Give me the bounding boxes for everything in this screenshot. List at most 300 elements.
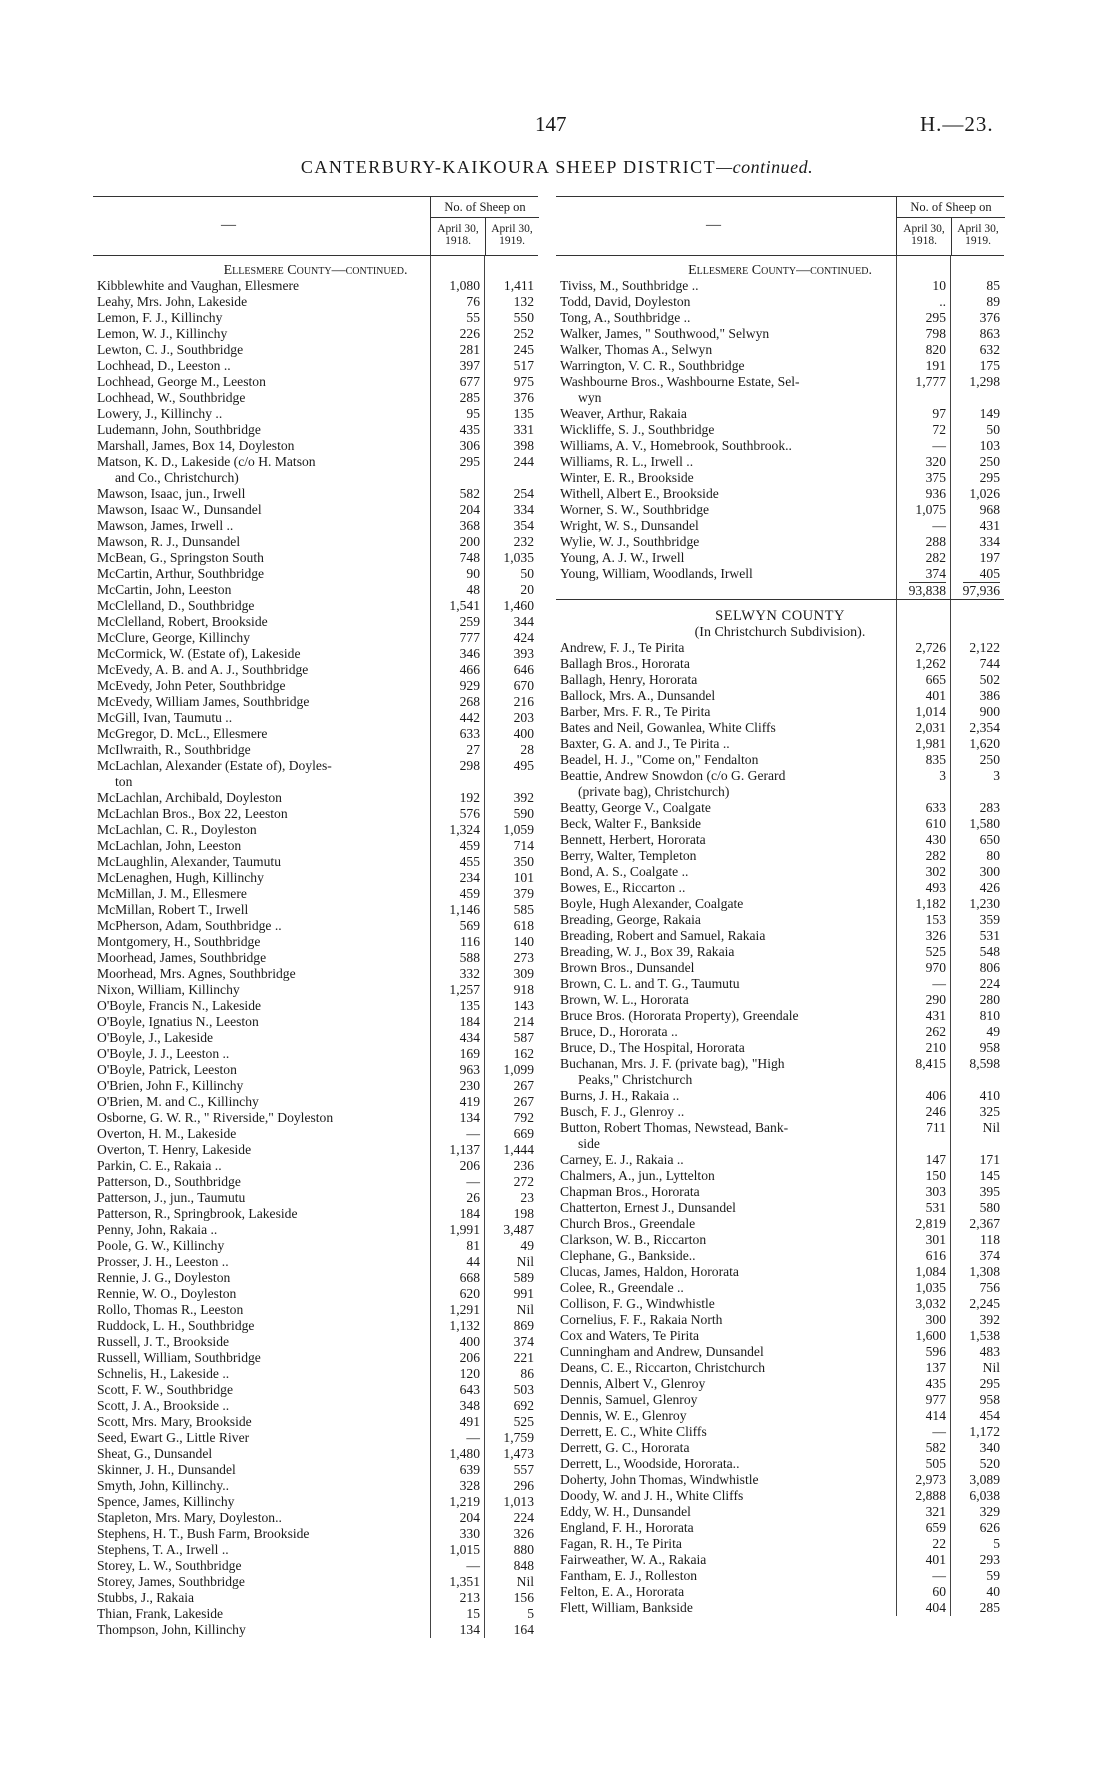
sheep-1918: 282 [925,848,946,863]
sheep-1918: 576 [459,806,480,821]
sheep-1918: 321 [925,1504,946,1519]
table-row [93,1606,538,1622]
table-row [93,1046,538,1062]
sheep-1919: 1,059 [503,822,534,837]
owner-name: England, F. H., Hororata [560,1520,694,1535]
sheep-1918: 455 [459,854,480,869]
sheep-1919: 426 [979,880,1000,895]
owner-name: Doody, W. and J. H., White Cliffs [560,1488,744,1503]
sheep-1919: 203 [513,710,534,725]
table-row [556,1568,1004,1584]
table-row [93,1510,538,1526]
owner-name: Bruce, D., The Hospital, Hororata [560,1040,745,1055]
sheep-1919: 918 [513,982,534,997]
owner-name: Ruddock, L. H., Southbridge [97,1318,255,1333]
sheep-1918: 633 [925,800,946,815]
sheep-1918: 929 [459,678,480,693]
table-row [93,1558,538,1574]
table-row [556,800,1004,816]
owner-name: Deans, C. E., Riccarton, Christchurch [560,1360,765,1375]
sheep-1918: 60 [932,1584,946,1599]
sheep-1919: 806 [979,960,1000,975]
sheep-1919: 145 [979,1168,1000,1183]
section-heading: Ellesmere County—continued. [223,263,408,278]
table-row [93,502,538,518]
owner-name: Patterson, D., Southbridge [97,1174,241,1189]
sheep-1918: 206 [459,1350,480,1365]
owner-name: Breading, W. J., Box 39, Rakaia [560,944,735,959]
sheep-1918: 301 [925,1232,946,1247]
sheep-1919: 626 [979,1520,1000,1535]
table-row [556,502,1004,518]
table-row [556,848,1004,864]
sheep-1918: 610 [925,816,946,831]
table-row [93,1174,538,1190]
owner-name: Matson, K. D., Lakeside (c/o H. Matson [97,454,316,469]
table-row [556,1456,1004,1472]
table-row [556,816,1004,832]
table-row [556,1600,1004,1616]
sheep-1919: 85 [986,278,1000,293]
owner-name: McLaughlin, Alexander, Taumutu [97,854,281,869]
owner-name: Breading, Robert and Samuel, Rakaia [560,928,766,943]
sheep-1919: 550 [513,310,534,325]
sheep-1918: 191 [925,358,946,373]
table-row [556,1184,1004,1200]
table-row [93,550,538,566]
table-row [93,518,538,534]
owner-name: Breading, George, Rakaia [560,912,701,927]
sheep-1918: 748 [459,550,480,565]
group-title: No. of Sheep on [897,200,1005,218]
table-row [93,982,538,998]
sheep-1918: 1,137 [449,1142,480,1157]
sheep-1919: 2,367 [969,1216,1000,1231]
sheep-1918: 282 [925,550,946,565]
sheep-1919: 325 [979,1104,1000,1119]
sheep-1919: 2,245 [969,1296,1000,1311]
owner-name: McBean, G., Springston South [97,550,264,565]
sheep-1919: 525 [513,1414,534,1429]
owner-name: Scott, J. A., Brookside .. [97,1398,230,1413]
owner-name: O'Brien, M. and C., Killinchy [97,1094,259,1109]
sheep-1919: Nil [982,1360,1000,1375]
owner-name: Lochhead, George M., Leeston [97,374,266,389]
title-main: CANTERBURY-KAIKOURA SHEEP DISTRICT [300,157,717,177]
sheep-1918: 442 [459,710,480,725]
owner-name: McLachlan Bros., Box 22, Leeston [97,806,288,821]
owner-name: Winter, E. R., Brookside [560,470,694,485]
owner-name: Clarkson, W. B., Riccarton [560,1232,707,1247]
total-1919: 97,936 [962,583,1000,598]
table-row [93,678,538,694]
sheep-1919: 431 [979,518,1000,533]
table-row [556,944,1004,960]
owner-name: McPherson, Adam, Southbridge .. [97,918,282,933]
sheep-1919: 132 [513,294,534,309]
sheep-1918: 150 [925,1168,946,1183]
sheep-1918: 302 [925,864,946,879]
owner-name: Derrett, L., Woodside, Hororata.. [560,1456,740,1471]
sheep-1919: 1,620 [969,736,1000,751]
sheep-1919: 669 [513,1126,534,1141]
sheep-1918: 2,726 [915,640,946,655]
sheep-1919: 744 [979,656,1000,671]
owner-name: Russell, J. T., Brookside [97,1334,230,1349]
sheep-1919: 244 [513,454,534,469]
table-row [93,950,538,966]
sheep-1919: 1,099 [503,1062,534,1077]
sheep-1918: 435 [459,422,480,437]
table-row [93,374,538,390]
table-row [556,422,1004,438]
sheep-1918: 230 [459,1078,480,1093]
col-1918-header: April 30, 1918. [903,223,945,247]
sheep-1918: 346 [459,646,480,661]
sheep-1918: 2,819 [915,1216,946,1231]
sheep-1918: 820 [925,342,946,357]
owner-name: O'Boyle, Francis N., Lakeside [97,998,262,1013]
owner-name: Beck, Walter F., Bankside [560,816,702,831]
owner-name: and Co., Christchurch) [115,470,239,485]
sheep-1919: 3,089 [969,1472,1000,1487]
table-row [93,1078,538,1094]
owner-name: Spence, James, Killinchy [97,1494,235,1509]
sheep-1918: 332 [459,966,480,981]
sheep-1919: 149 [979,406,1000,421]
sheep-1919: 454 [979,1408,1000,1423]
owner-name: McEvedy, A. B. and A. J., Southbridge [97,662,309,677]
sheep-1919: 1,035 [503,550,534,565]
sheep-1918: 204 [459,1510,480,1525]
sheep-1919: 557 [513,1462,534,1477]
sheep-1918: 1,015 [449,1542,480,1557]
sheep-1918: 281 [459,342,480,357]
table-row [93,342,538,358]
owner-name: Williams, R. L., Irwell .. [560,454,694,469]
sheep-1919: 1,013 [503,1494,534,1509]
sheep-1918: 419 [459,1094,480,1109]
owner-name: McLachlan, Archibald, Doyleston [97,790,282,805]
owner-name: Storey, L. W., Southbridge [97,1558,242,1573]
sheep-1919: 309 [513,966,534,981]
sheep-1919: 295 [979,470,1000,485]
table-row [93,1286,538,1302]
sheep-1919: 714 [513,838,534,853]
table-row [93,806,538,822]
sheep-1919: 331 [513,422,534,437]
sheep-1918: 348 [459,1398,480,1413]
table-row [93,1526,538,1542]
sheep-1919: 1,444 [503,1142,534,1157]
sheep-1919: 103 [979,438,1000,453]
table-row [556,912,1004,928]
sheep-1918: 72 [932,422,946,437]
table-row [93,326,538,342]
table-row [93,598,538,614]
owner-name: Busch, F. J., Glenroy .. [560,1104,685,1119]
sheep-1918: 3 [939,768,946,783]
sheep-1919: 1,230 [969,896,1000,911]
table-row [556,768,1004,784]
sheep-1919: 900 [979,704,1000,719]
sheep-1919: 224 [979,976,1000,991]
table-row [93,742,538,758]
sheep-1919: 958 [979,1392,1000,1407]
sheep-count-group-header [896,197,1005,255]
table-row [556,1344,1004,1360]
owner-name: Bruce, D., Hororata .. [560,1024,678,1039]
sheep-1918: 8,415 [915,1056,946,1071]
table-row [93,1462,538,1478]
sheep-1918: 1,351 [449,1574,480,1589]
table-row [556,880,1004,896]
table-row [556,406,1004,422]
sheep-1918: 596 [925,1344,946,1359]
table-row [556,1248,1004,1264]
sheep-1919: 991 [513,1286,534,1301]
owner-name: Eddy, W. H., Dunsandel [560,1504,691,1519]
sheep-1919: 374 [979,1248,1000,1263]
table-row [556,1120,1004,1136]
total-1918: 93,838 [908,583,946,598]
table-row [93,726,538,742]
table-row [93,1318,538,1334]
owner-name: Mawson, Isaac, jun., Irwell [97,486,246,501]
table-row [556,566,1004,582]
sheep-1919: 810 [979,1008,1000,1023]
owner-name: McLachlan, Alexander (Estate of), Doyles- [97,758,332,773]
owner-name: Clucas, James, Haldon, Hororata [560,1264,739,1279]
owner-name: Button, Robert Thomas, Newstead, Bank- [560,1120,789,1135]
owner-name: Brown, W. L., Hororata [560,992,689,1007]
sheep-1919: 589 [513,1270,534,1285]
sheep-1918: 2,031 [915,720,946,735]
sheep-1918: 525 [925,944,946,959]
table-row [93,1126,538,1142]
sheep-1918: 668 [459,1270,480,1285]
sheep-1919: 59 [986,1568,1000,1583]
sheep-1919: 520 [979,1456,1000,1471]
owner-name: O'Boyle, J. J., Leeston .. [97,1046,230,1061]
sheep-1918: 320 [925,454,946,469]
owner-name: Bond, A. S., Coalgate .. [560,864,689,879]
sheep-1918: 81 [466,1238,480,1253]
sheep-1918: 531 [925,1200,946,1215]
table-row [556,640,1004,656]
sheep-1919: 334 [979,534,1000,549]
sheep-1918: 616 [925,1248,946,1263]
sheep-1918: 400 [459,1334,480,1349]
sheep-1918: 414 [925,1408,946,1423]
owner-name: Young, William, Woodlands, Irwell [560,566,753,581]
sheep-1919: 1,473 [503,1446,534,1461]
table-row [556,1440,1004,1456]
sheep-1918: 169 [459,1046,480,1061]
right-column [556,196,1004,1616]
sheep-1919: 250 [979,752,1000,767]
table-row [556,1104,1004,1120]
sheep-1919: 198 [513,1206,534,1221]
sheep-1918: 330 [459,1526,480,1541]
sheep-1918: 3,032 [915,1296,946,1311]
table-row [556,1424,1004,1440]
sheep-1919: 756 [979,1280,1000,1295]
sheep-1919: 197 [979,550,1000,565]
sheep-1919: 580 [979,1200,1000,1215]
sheep-1918: 835 [925,752,946,767]
sheep-1919: 548 [979,944,1000,959]
sheep-1918: — [932,1424,946,1439]
owner-name: Lewton, C. J., Southbridge [97,342,244,357]
owner-name: Cox and Waters, Te Pirita [560,1328,700,1343]
table-row [556,1232,1004,1248]
sheep-1919: 2,354 [969,720,1000,735]
sheep-1918: 435 [925,1376,946,1391]
table-row [93,1014,538,1030]
owner-name: Mawson, James, Irwell .. [97,518,234,533]
owner-name: Clephane, G., Bankside.. [560,1248,696,1263]
sheep-1918: 147 [925,1152,946,1167]
owner-name: Poole, G. W., Killinchy [97,1238,225,1253]
sheep-1918: 1,075 [915,502,946,517]
table-row [93,1382,538,1398]
sheep-1918: 582 [459,486,480,501]
sheep-1918: — [932,1568,946,1583]
table-row [93,646,538,662]
sheep-1919: 252 [513,326,534,341]
owner-name: Tiviss, M., Southbridge .. [560,278,699,293]
owner-name: Brown Bros., Dunsandel [560,960,695,975]
sheep-1918: 1,182 [915,896,946,911]
sheep-1919: 143 [513,998,534,1013]
sheep-1919: 531 [979,928,1000,943]
sheep-1918: 430 [925,832,946,847]
table-row [556,1200,1004,1216]
table-row [93,310,538,326]
sheep-1918: 505 [925,1456,946,1471]
table-row [93,534,538,550]
table-row [93,886,538,902]
sheep-1919: 5 [993,1536,1000,1551]
owner-name: Withell, Albert E., Brookside [560,486,719,501]
sheep-1919: 245 [513,342,534,357]
owner-name: Burns, J. H., Rakaia .. [560,1088,680,1103]
sheep-1918: 434 [459,1030,480,1045]
owner-name: Bruce Bros. (Hororata Property), Greendale [560,1008,799,1023]
table-row [93,422,538,438]
sheep-1919: 792 [513,1110,534,1125]
owner-name: McGill, Ivan, Taumutu .. [97,710,233,725]
owner-name: Worner, S. W., Southbridge [560,502,710,517]
sheep-1918: 226 [459,326,480,341]
sheep-1918: 97 [932,406,946,421]
sheep-1918: 1,324 [449,822,480,837]
sheep-1919: 164 [513,1622,534,1637]
owner-name: McEvedy, John Peter, Southbridge [97,678,286,693]
sheep-1918: 120 [459,1366,480,1381]
sheep-1918: 677 [459,374,480,389]
sheep-1919: 326 [513,1526,534,1541]
sheep-1918: — [466,1126,480,1141]
sheep-1919: 1,172 [969,1424,1000,1439]
sheep-1919: 49 [986,1024,1000,1039]
sheep-1918: 234 [459,870,480,885]
owner-name: Moorhead, James, Southbridge [97,950,267,965]
owner-name: Andrew, F. J., Te Pirita [560,640,685,655]
sheep-1919: 135 [513,406,534,421]
table-row [556,1008,1004,1024]
sheep-1918: 15 [466,1606,480,1621]
table-row [93,774,538,790]
table-row [93,1574,538,1590]
sheep-1918: 375 [925,470,946,485]
sheep-1918: 582 [925,1440,946,1455]
table-row [93,390,538,406]
table-row [556,1312,1004,1328]
owner-name: Walker, James, " Southwood," Selwyn [560,326,770,341]
owner-name: Todd, David, Doyleston [560,294,691,309]
owner-name: McGregor, D. McL., Ellesmere [97,726,268,741]
table-row [556,736,1004,752]
sheep-1918: 295 [925,310,946,325]
sheep-1918: 1,291 [449,1302,480,1317]
sheep-1919: 350 [513,854,534,869]
sheep-1918: 665 [925,672,946,687]
sheep-1919: 28 [520,742,534,757]
table-row [93,1190,538,1206]
sheep-1919: 340 [979,1440,1000,1455]
sheep-1918: 431 [925,1008,946,1023]
owner-name: McClelland, Robert, Brookside [97,614,268,629]
table-row [93,902,538,918]
sheep-1918: — [932,976,946,991]
sheep-1919: 618 [513,918,534,933]
sheep-1919: 968 [979,502,1000,517]
sheep-1919: 869 [513,1318,534,1333]
owner-name: McIlwraith, R., Southbridge [97,742,251,757]
table-row [556,486,1004,502]
owner-name: Dennis, Albert V., Glenroy [560,1376,706,1391]
owner-name: Baxter, G. A. and J., Te Pirita .. [560,736,730,751]
sheep-1918: 192 [459,790,480,805]
table-row [93,790,538,806]
owner-name: Weaver, Arthur, Rakaia [560,406,687,421]
sheep-1918: 2,888 [915,1488,946,1503]
sheep-1918: 963 [459,1062,480,1077]
sheep-1918: 643 [459,1382,480,1397]
owner-name: Stapleton, Mrs. Mary, Doyleston.. [97,1510,282,1525]
table-row [556,1504,1004,1520]
table-row [93,1622,538,1638]
sheep-1919: 329 [979,1504,1000,1519]
sheep-1918: 633 [459,726,480,741]
table-row [556,1296,1004,1312]
group-title: No. of Sheep on [431,200,539,218]
owner-name: Scott, Mrs. Mary, Brookside [97,1414,252,1429]
table-row [556,896,1004,912]
sheep-1918: 153 [925,912,946,927]
sheep-1919: 398 [513,438,534,453]
col-1919-header: April 30, 1919. [957,223,999,247]
owner-name: Buchanan, Mrs. J. F. (private bag), "High [560,1056,785,1071]
sheep-1918: 90 [466,566,480,581]
owner-name: O'Boyle, Ignatius N., Leeston [97,1014,259,1029]
table-row [556,1152,1004,1168]
owner-name: Skinner, J. H., Dunsandel [97,1462,236,1477]
sheep-1919: 863 [979,326,1000,341]
sheep-1918: 116 [460,934,480,949]
